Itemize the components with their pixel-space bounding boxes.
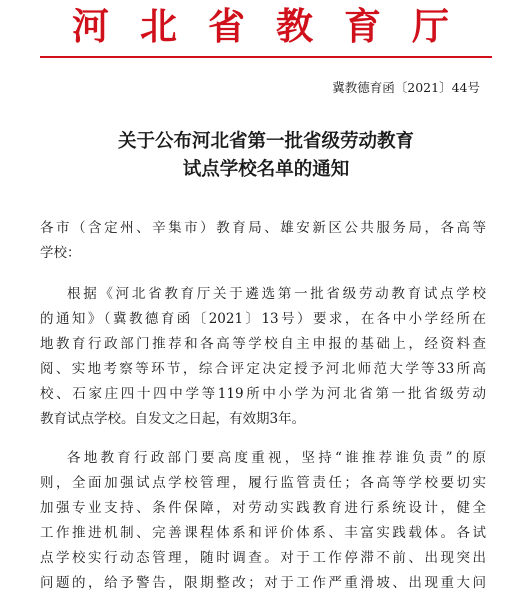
masthead-title: 河北省教育厅	[72, 4, 480, 48]
paragraph-line: 根据《河北省教育厅关于遴选第一批省级劳动教育试点学校	[67, 286, 486, 302]
salutation-line: 各市（含定州、辛集市）教育局、雄安新区公共服务局，各高等	[40, 220, 486, 236]
paragraph-line: 教育试点学校。自发文之日起，有效期3年。	[40, 411, 306, 427]
salutation	[40, 216, 486, 266]
document-title-line-1: 关于公布河北省第一批省级劳动教育	[117, 131, 414, 152]
paragraph-line: 地教育行政部门推荐和各高等学校自主申报的基础上，经资料查	[40, 336, 486, 352]
paragraph-line: 加强专业支持、条件保障，对劳动实践教育进行系统设计，健全	[40, 500, 486, 516]
masthead	[0, 4, 529, 48]
paragraph-1	[40, 282, 486, 432]
paragraph-2	[40, 446, 486, 596]
document-title-line-2: 试点学校名单的通知	[182, 159, 350, 180]
paragraph-line: 阅、实地考察等环节，综合评定决定授予河北师范大学等33所高	[40, 361, 486, 377]
paragraph-line: 工作推进机制、完善课程体系和评价体系、丰富实践载体。各试	[40, 525, 486, 541]
paragraph-line: 点学校实行动态管理，随时调查。对于工作停滞不前、出现突出	[40, 550, 486, 566]
paragraph-line: 校、石家庄四十四中学等119所中小学为河北省第一批省级劳动	[40, 386, 486, 402]
paragraph-line: 的通知》（冀教德育函〔2021〕13号）要求，在各中小学经所在	[40, 311, 486, 327]
document-number: 冀教德育函〔2021〕44号	[332, 80, 480, 95]
paragraph-line: 问题的，给予警告，限期整改；对于工作严重滑坡、出现重大问	[40, 575, 486, 591]
red-divider-line	[40, 56, 492, 58]
paragraph-line: 各地教育行政部门要高度重视，坚持“谁推荐谁负责”的原	[67, 450, 486, 466]
salutation-line: 学校：	[40, 245, 81, 261]
paragraph-line: 则，全面加强试点学校管理，履行监管责任；各高等学校要切实	[40, 475, 486, 491]
